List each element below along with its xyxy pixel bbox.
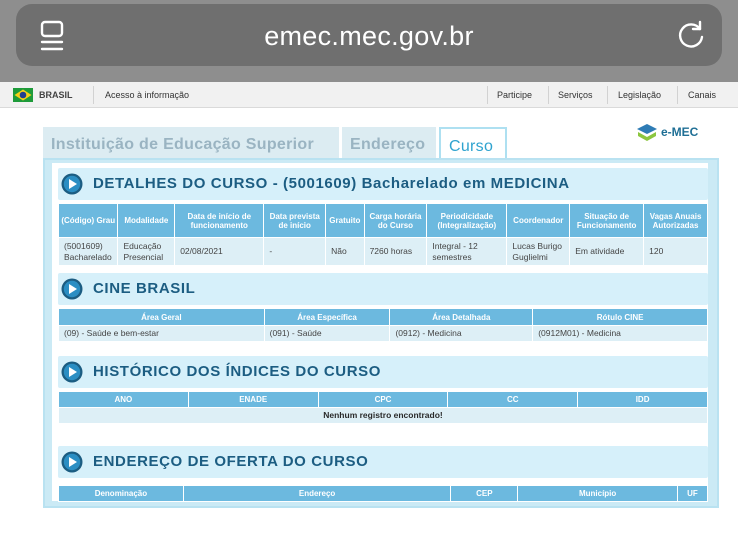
cine-table xyxy=(58,308,708,342)
column-header: Área Detalhada xyxy=(390,309,533,326)
table-row xyxy=(59,408,708,424)
column-header: Área Específica xyxy=(264,309,390,326)
table-cell: (0912) - Medicina xyxy=(390,326,533,342)
divider xyxy=(93,86,94,104)
divider xyxy=(487,86,488,104)
emec-logo-icon xyxy=(635,121,659,145)
details-table xyxy=(58,203,708,266)
divider xyxy=(607,86,608,104)
participe-link[interactable]: Participe xyxy=(497,90,533,100)
table-cell: (091) - Saúde xyxy=(264,326,390,342)
access-info-link[interactable]: Acesso à informação xyxy=(105,90,190,100)
column-header: ANO xyxy=(59,392,189,408)
table-cell: Em atividade xyxy=(570,238,644,266)
content-panel xyxy=(43,158,719,508)
emec-logo xyxy=(635,118,725,146)
tab-strip xyxy=(43,124,719,158)
section-header-endereco xyxy=(58,446,708,478)
content-inner xyxy=(52,163,708,501)
column-header: Modalidade xyxy=(118,204,175,238)
brazil-flag-icon xyxy=(13,88,33,102)
historico-table xyxy=(58,391,708,424)
table-cell: Integral - 12 semestres xyxy=(427,238,507,266)
column-header: ENADE xyxy=(188,392,318,408)
legislacao-link[interactable]: Legislação xyxy=(618,90,662,100)
column-header: UF xyxy=(678,486,708,502)
browser-toolbar xyxy=(0,0,738,82)
divider xyxy=(677,86,678,104)
country-link[interactable]: BRASIL xyxy=(39,90,73,100)
tab-endereco[interactable]: Endereço xyxy=(342,127,436,158)
emec-logo-text: e-MEC xyxy=(661,125,699,139)
canais-link[interactable]: Canais xyxy=(688,90,717,100)
section-title-historico: HISTÓRICO DOS ÍNDICES DO CURSO xyxy=(93,363,382,380)
section-bullet-icon xyxy=(61,173,83,195)
section-title-details: DETALHES DO CURSO - (5001609) Bacharelado em MEDICINA xyxy=(93,175,570,192)
column-header: Município xyxy=(518,486,678,502)
gov-bar xyxy=(0,82,738,108)
table-cell: Lucas Burigo Guglielmi xyxy=(507,238,570,266)
endereco-table xyxy=(58,485,708,502)
url-text[interactable]: emec.mec.gov.br xyxy=(264,21,474,51)
column-header: Periodicidade (Integralização) xyxy=(427,204,507,238)
column-header: (Código) Grau xyxy=(59,204,118,238)
section-header-details xyxy=(58,168,708,200)
section-bullet-icon xyxy=(61,361,83,383)
column-header: CEP xyxy=(451,486,518,502)
column-header: Carga horária do Curso xyxy=(364,204,427,238)
column-header: Vagas Anuais Autorizadas xyxy=(644,204,708,238)
column-header: Endereço xyxy=(183,486,451,502)
column-header: Denominação xyxy=(59,486,184,502)
section-title-endereco: ENDEREÇO DE OFERTA DO CURSO xyxy=(93,453,369,470)
table-cell: 120 xyxy=(644,238,708,266)
section-bullet-icon xyxy=(61,451,83,473)
section-title-cine: CINE BRASIL xyxy=(93,280,196,297)
section-header-historico xyxy=(58,356,708,388)
column-header: Data de início de funcionamento xyxy=(175,204,264,238)
table-cell: (0912M01) - Medicina xyxy=(533,326,708,342)
column-header: Gratuito xyxy=(326,204,364,238)
table-row xyxy=(59,326,708,342)
servicos-link[interactable]: Serviços xyxy=(558,90,593,100)
column-header: Data prevista de início xyxy=(264,204,326,238)
tab-curso[interactable]: Curso xyxy=(439,127,507,158)
table-cell: Educação Presencial xyxy=(118,238,175,266)
section-header-cine xyxy=(58,273,708,305)
reload-icon[interactable] xyxy=(676,20,706,50)
column-header: Situação de Funcionamento xyxy=(570,204,644,238)
divider xyxy=(548,86,549,104)
tab-instituicao[interactable]: Instituição de Educação Superior xyxy=(43,127,339,158)
address-bar[interactable] xyxy=(16,4,722,66)
column-header: CC xyxy=(448,392,578,408)
table-cell: 7260 horas xyxy=(364,238,427,266)
table-cell: (5001609) Bacharelado xyxy=(59,238,118,266)
table-cell: - xyxy=(264,238,326,266)
table-row xyxy=(59,238,708,266)
column-header: CPC xyxy=(318,392,448,408)
table-cell: 02/08/2021 xyxy=(175,238,264,266)
table-cell: (09) - Saúde e bem-estar xyxy=(59,326,265,342)
empty-message: Nenhum registro encontrado! xyxy=(59,408,708,424)
column-header: Coordenador xyxy=(507,204,570,238)
column-header: Área Geral xyxy=(59,309,265,326)
column-header: Rótulo CINE xyxy=(533,309,708,326)
page xyxy=(43,124,719,509)
section-bullet-icon xyxy=(61,278,83,300)
column-header: IDD xyxy=(578,392,708,408)
table-cell: Não xyxy=(326,238,364,266)
